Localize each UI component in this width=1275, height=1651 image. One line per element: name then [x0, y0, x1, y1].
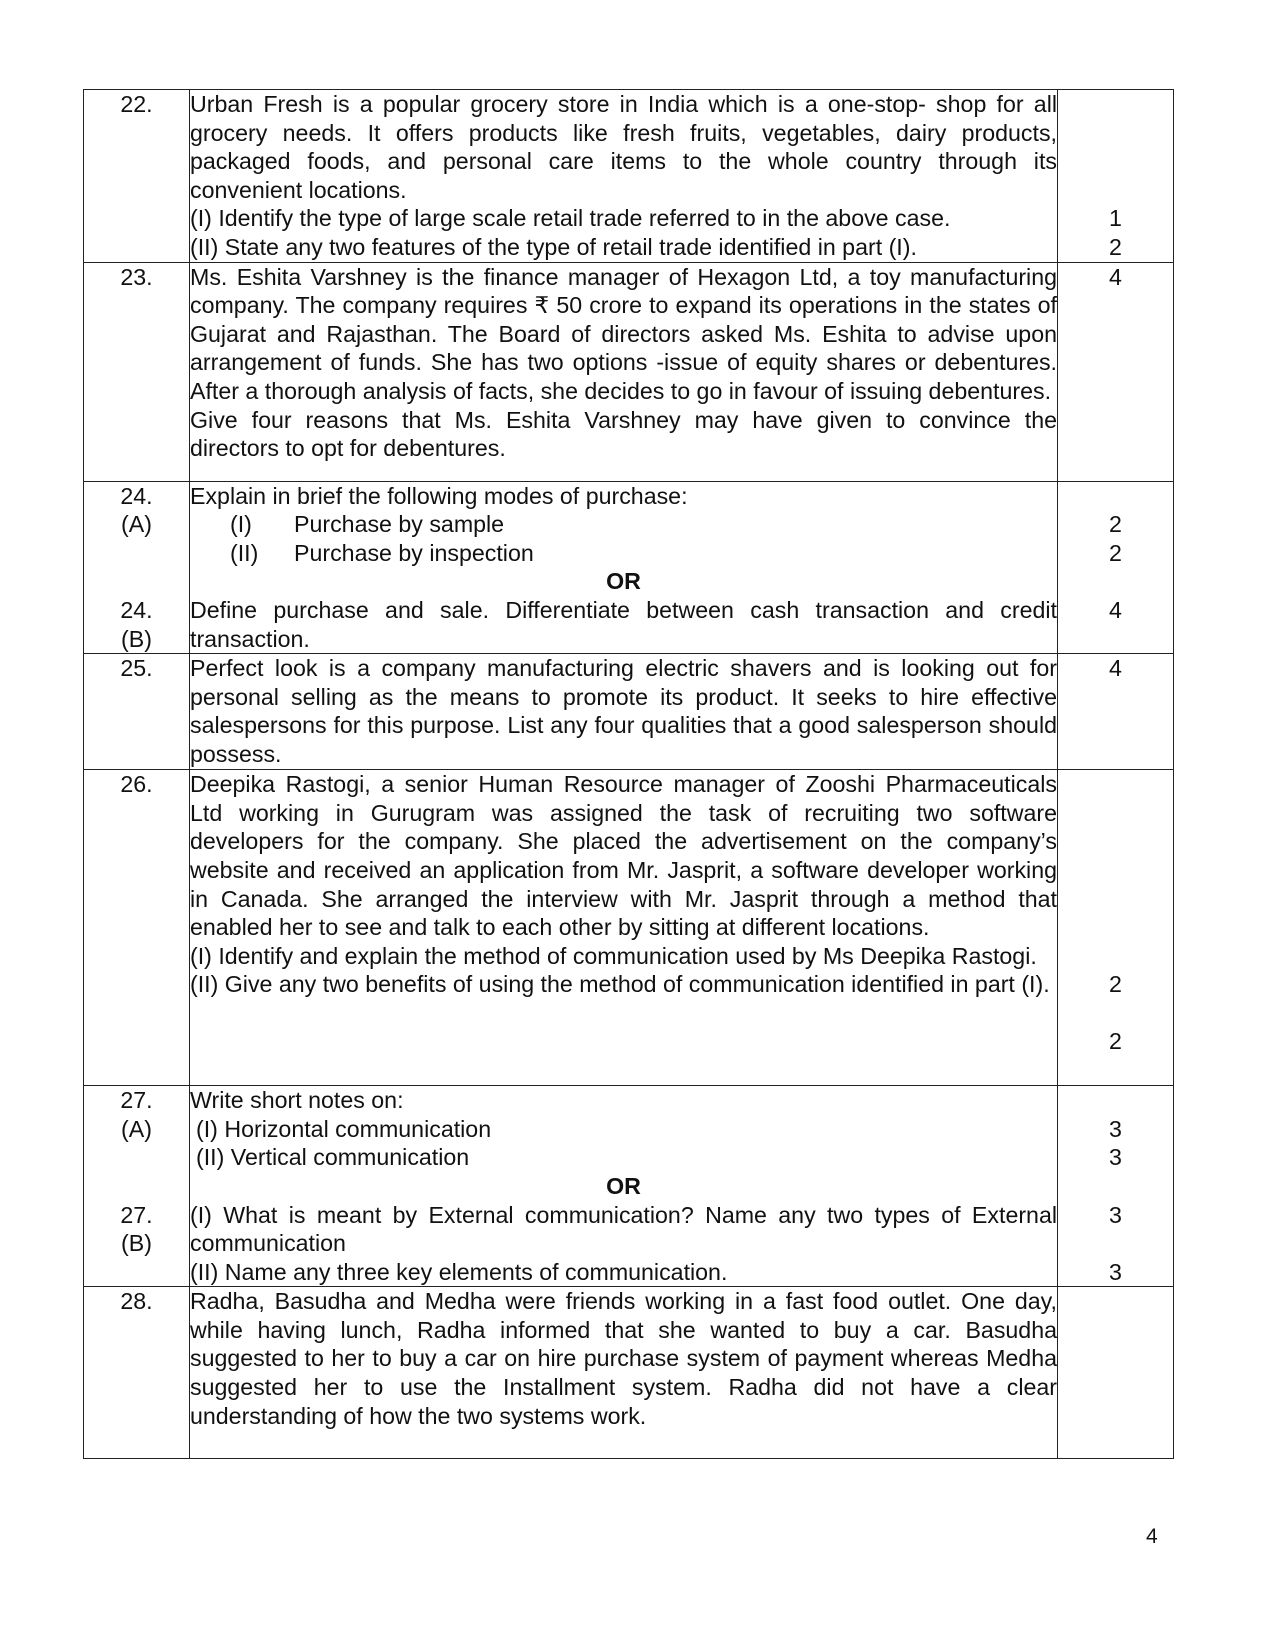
question-row-24	[84, 481, 1174, 654]
question-part: (I) Identify the type of large scale retail trade referred to in the above case.	[190, 205, 951, 232]
marks-value: 4	[1109, 263, 1122, 290]
question-row-26	[84, 770, 1174, 1086]
question-body	[190, 481, 1058, 654]
marks-cell	[1058, 1086, 1174, 1287]
marks-value: 2	[1109, 539, 1122, 566]
question-number: 27. (A) 27. (B)	[84, 1086, 190, 1287]
marks-cell	[1058, 262, 1174, 481]
question-row-23	[84, 262, 1174, 481]
question-row-25	[84, 654, 1174, 770]
marks-value: 1	[1109, 205, 1122, 232]
question-body: Radha, Basudha and Medha were friends working in a fast food outlet. One day, while having lunch, Radha informed that she wanted to buy a car. Basudha suggested to her to buy a car on hire purchase system of payment whereas Medha suggested her to use the Installment system. Radha did not have a clear understanding of how the two systems work.	[190, 1287, 1058, 1459]
marks-value: 3	[1109, 1258, 1122, 1285]
question-part: (II) State any two features of the type of retail trade identified in part (I).	[190, 233, 917, 260]
question-number: 22.	[84, 90, 190, 263]
marks-value: 3	[1109, 1201, 1122, 1228]
question-number: 24. (A) 24. (B)	[84, 481, 190, 654]
question-body	[190, 262, 1058, 481]
question-part: (I) Identify and explain the method of communication used by Ms Deepika Rastogi.	[190, 942, 1037, 969]
list-item: (I) Horizontal communication	[196, 1115, 492, 1142]
question-part: (I) What is meant by External communication? Name any two types of External communication	[190, 1201, 1057, 1257]
question-row-28	[84, 1287, 1174, 1459]
marks-value: 2	[1109, 1028, 1122, 1055]
question-body	[190, 770, 1058, 1086]
marks-cell	[1058, 654, 1174, 770]
question-text: Ms. Eshita Varshney is the finance manager of Hexagon Ltd, a toy manufacturing company. The company requires ₹ 50 crore to expand its operations in the states of Gujarat and Rajasthan. The Board of directors asked Ms. Eshita to advise upon arrangement of funds. She has two options -issue of equity shares or debentures. After a thorough analysis of facts, she decides to go in favour of issuing debentures.	[190, 263, 1057, 404]
question-part: (II) Name any three key elements of communication.	[190, 1258, 728, 1285]
question-body	[190, 90, 1058, 263]
marks-value: 4	[1109, 655, 1122, 682]
question-number: 26.	[84, 770, 190, 1086]
marks-cell	[1058, 481, 1174, 654]
page-number: 4	[1146, 1525, 1158, 1548]
question-text: Urban Fresh is a popular grocery store in India which is a one-stop- shop for all grocery needs. It offers products like fresh fruits, vegetables, dairy products, packaged foods, and personal care items to the whole country through its convenient locations.	[190, 91, 1057, 203]
marks-value: 2	[1109, 971, 1122, 998]
question-prompt: Give four reasons that Ms. Eshita Varshney may have given to convince the directors to opt for debentures.	[190, 406, 1057, 462]
question-body	[190, 1086, 1058, 1287]
marks-value: 2	[1109, 233, 1122, 260]
question-body: Perfect look is a company manufacturing electric shavers and is looking out for personal selling as the means to promote its product. It seeks to hire effective salespersons for this purpose. List any four qualities that a good salesperson should possess.	[190, 654, 1058, 770]
question-text: Deepika Rastogi, a senior Human Resource manager of Zooshi Pharmaceuticals Ltd working in Gurugram was assigned the task of recruiting two software developers for the company. She placed the advertisement on the company’s website and received an application from Mr. Jasprit, a software developer working in Canada. She arranged the interview with Mr. Jasprit through a method that enabled her to see and talk to each other by sitting at different locations.	[190, 771, 1057, 941]
list-item: (II) Purchase by inspection	[230, 539, 534, 566]
marks-cell	[1058, 1287, 1174, 1459]
marks-cell	[1058, 90, 1174, 263]
question-part: (II) Give any two benefits of using the method of communication identified in part (I).	[190, 971, 1050, 998]
question-number: 25.	[84, 654, 190, 770]
question-text: Write short notes on:	[190, 1087, 404, 1114]
question-number: 28.	[84, 1287, 190, 1459]
list-item: (I) Purchase by sample	[230, 511, 505, 538]
marks-value: 3	[1109, 1144, 1122, 1171]
marks-value: 2	[1109, 511, 1122, 538]
question-number: 23.	[84, 262, 190, 481]
question-text: Define purchase and sale. Differentiate between cash transaction and credit transaction.	[190, 596, 1057, 652]
question-text: Explain in brief the following modes of purchase:	[190, 482, 688, 509]
question-row-22	[84, 90, 1174, 263]
list-item: (II) Vertical communication	[196, 1144, 470, 1171]
marks-value: 4	[1109, 596, 1122, 623]
or-separator: OR	[606, 1172, 641, 1199]
question-row-27	[84, 1086, 1174, 1287]
or-separator: OR	[606, 568, 641, 595]
question-table	[83, 89, 1174, 1459]
marks-value: 3	[1109, 1115, 1122, 1142]
marks-cell	[1058, 770, 1174, 1086]
